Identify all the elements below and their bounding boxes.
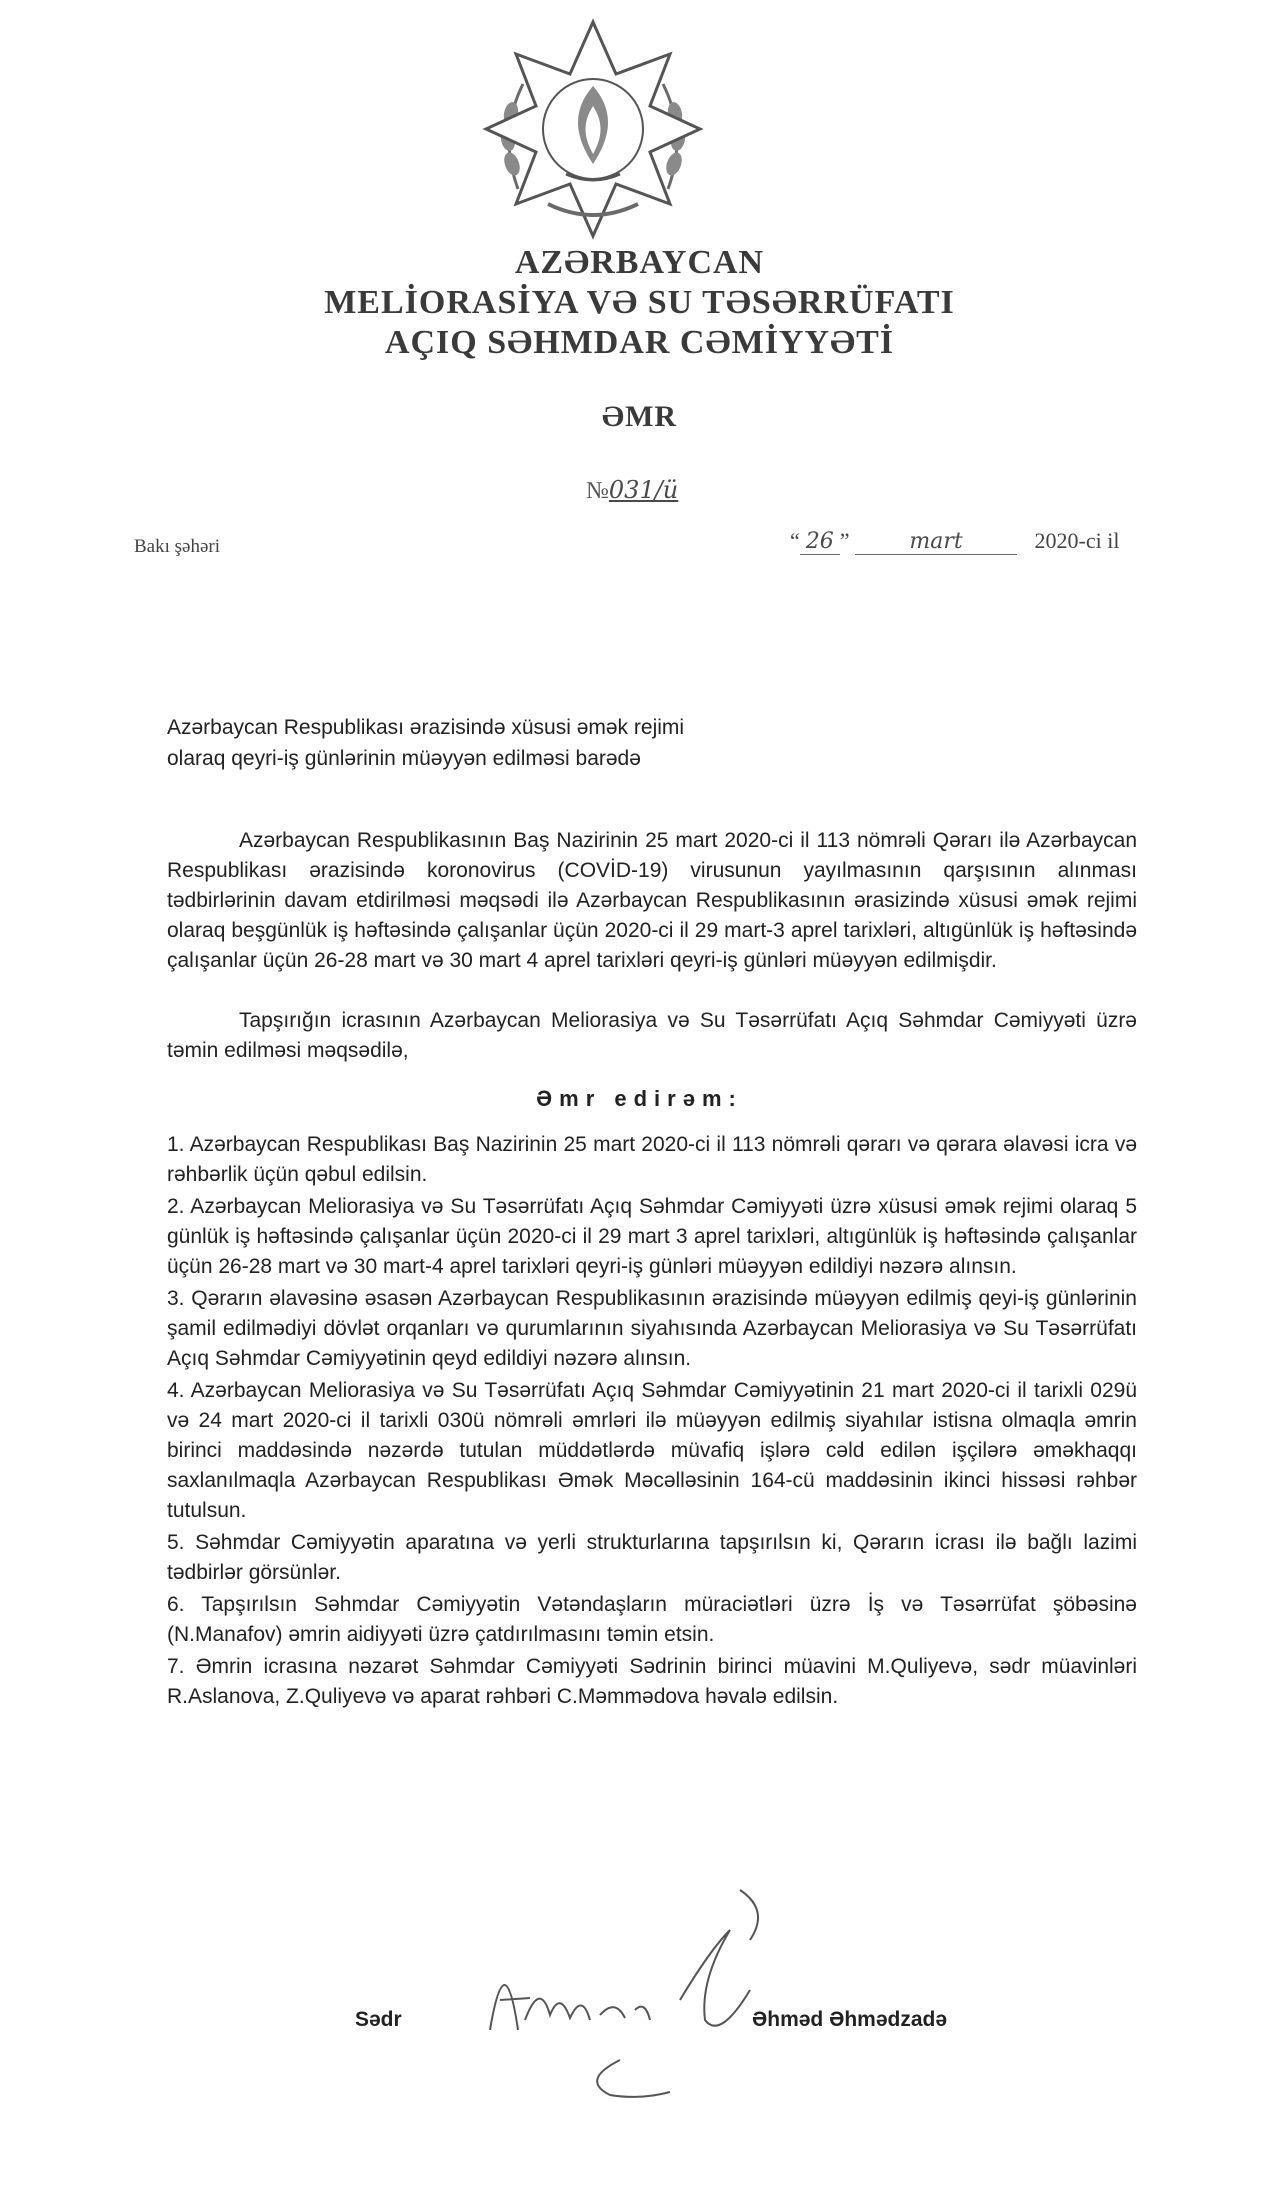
date-day: 26 [800, 529, 840, 555]
org-name-line2: MELİORASİYA VƏ SU TƏSƏRRÜFATI [324, 284, 955, 321]
order-subject [167, 712, 867, 774]
handwritten-signature [470, 1880, 810, 2100]
preamble-paragraph-2 [167, 1006, 1137, 1066]
document-title: ƏMR [601, 400, 678, 433]
signer-role: Sədr [355, 2008, 402, 2031]
order-item-3: 3. Qərarın əlavəsinə əsasən Azərbaycan Respublikasının ərazisində müəyyən edilmiş qeyi-iş günlərinin şamil edilmədiyi dövlət orqanları və qurumlarının siyahısında Azərbaycan Meliorasiya və Su Təsərrüfatı Açıq Səhmdar Cəmiyyətinin qeyd edildiyi nəzərə alınsın. [167, 1287, 1137, 1370]
order-item-6: 6. Tapşırılsın Səhmdar Cəmiyyətin Vətəndaşların müraciətləri üzrə İş və Təsərrüfat şöbəsinə (N.Manafov) əmrin aidiyyəti üzrə çatdırılmasını təmin etsin. [167, 1593, 1137, 1646]
order-item-7: 7. Əmrin icrasına nəzarət Səhmdar Cəmiyyəti Sədrinin birinci müavini M.Quliyevə, sədr müavinləri R.Aslanova, Z.Quliyevə və aparat rəhbəri C.Məmmədova həvalə edilsin. [167, 1655, 1137, 1708]
order-date: “ 26 ” mart 2020-ci il [790, 528, 1120, 554]
order-item-4: 4. Azərbaycan Meliorasiya və Su Təsərrüfatı Açıq Səhmdar Cəmiyyətinin 21 mart 2020-ci il tarixli 029ü və 24 mart 2020-ci il tarixli 030ü nömrəli əmrləri ilə müəyyən edilmiş siyahılar istisna olmaqla əmrin birinci maddəsində nəzərdə tutulan müddətlərdə müvafiq işlərə cəld edilən işçilərə əməkhaqqı saxlanılmaqla Azərbaycan Respublikası Əmək Məcəlləsinin 164-cü maddəsinin ikinci hissəsi rəhbər tutulsun. [167, 1379, 1137, 1522]
coat-of-arms-emblem [478, 14, 708, 244]
signer-name: Əhməd Əhmədzadə [752, 2008, 948, 2031]
place-label: Bakı şəhəri [134, 536, 221, 557]
preamble-text-2: Tapşırığın icrasının Azərbaycan Meliorasiya və Su Təsərrüfatı Açıq Səhmdar Cəmiyyəti üzrə təmin edilməsi məqsədilə, [167, 1009, 1137, 1062]
order-number [586, 476, 678, 505]
preamble-text-1: Azərbaycan Respublikasının Baş Nazirinin 25 mart 2020-ci il 113 nömrəli Qərarı ilə Azərbaycan Respublikası ərazisində koronovirus (COVİD-19) virusunun yayılmasının qarşısının alınması tədbirlərinin davam etdirilməsi məqsədi ilə Azərbaycan Respublikasının ərasizində xüsusi əmək rejimi olaraq beşgünlük iş həftəsində çalışanlar üçün 2020-ci il 29 mart-3 aprel tarixləri, altıgünlük iş həftəsində çalışanlar üçün 26-28 mart və 30 mart 4 aprel tarixləri qeyri-iş günləri müəyyən edilmişdir. [167, 829, 1137, 972]
subject-line2: olaraq qeyri-iş günlərinin müəyyən edilməsi barədə [167, 747, 641, 770]
org-name-line1: AZƏRBAYCAN [514, 244, 765, 281]
subject-line1: Azərbaycan Respublikası ərazisində xüsusi əmək rejimi [167, 716, 685, 739]
number-value: 031/ü [608, 476, 679, 504]
order-item-1: 1. Azərbaycan Respublikası Baş Nazirinin 25 mart 2020-ci il 113 nömrəli qərarı və qərara əlavəsi icra və rəhbərlik üçün qəbul edilsin. [167, 1133, 1137, 1186]
number-prefix: № [586, 478, 609, 504]
preamble-paragraph-1 [167, 826, 1137, 976]
org-name-line3: AÇIQ SƏHMDAR CƏMİYYƏTİ [384, 324, 895, 361]
order-item-2: 2. Azərbaycan Meliorasiya və Su Təsərrüfatı Açıq Səhmdar Cəmiyyəti üzrə xüsusi əmək rejimi olaraq 5 günlük iş həftəsində çalışanlar üçün 2020-ci il 29 mart 3 aprel tarixləri, altıgünlük iş həftəsində çalışanlar üçün 26-28 mart və 30 mart-4 aprel tarixləri qeyri-iş günləri müəyyən edildiyi nəzərə alınsın. [167, 1195, 1137, 1278]
order-items-list [167, 1130, 1137, 1714]
date-month: mart [855, 529, 1017, 555]
order-item-5: 5. Səhmdar Cəmiyyətin aparatına və yerli strukturlarına tapşırılsın ki, Qərarın icrası ilə bağlı lazimi tədbirlər görsünlər. [167, 1531, 1137, 1584]
date-year: 2020-ci il [1034, 528, 1120, 553]
order-heading: Əmr edirəm: [536, 1086, 743, 1111]
